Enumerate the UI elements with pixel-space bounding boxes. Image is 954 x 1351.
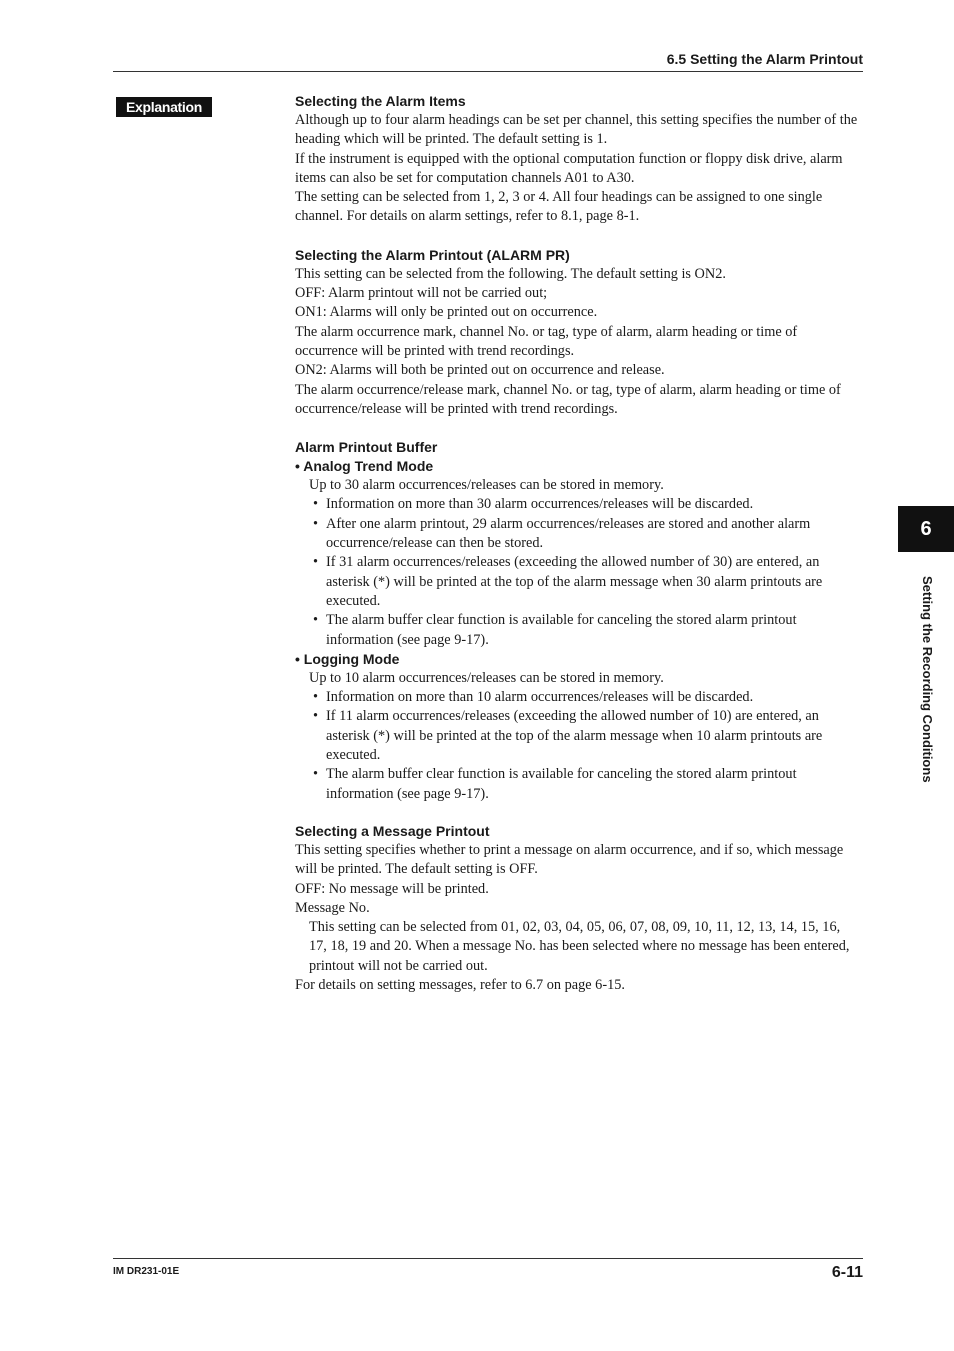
bullet-item [295,707,865,765]
paragraph-line: ON2: Alarms will both be printed out on occurrence and release. [295,362,665,379]
paragraph-line: Although up to four alarm headings can be set per channel, this setting specifies the number of the [295,112,858,128]
bullet-item [295,611,865,650]
section-title-alarm-items: Selecting the Alarm Items [295,93,466,109]
bullet-item [295,553,865,611]
bullet-line: information (see page 9-17). [326,785,489,802]
bullet-line: information (see page 9-17). [326,631,489,648]
bullet-dot: • [313,515,319,532]
paragraph-line: occurrence will be printed with trend recordings. [295,342,575,359]
bullet-line: Information on more than 10 alarm occurrences/releases will be discarded. [326,689,754,706]
footer-document-id: IM DR231-01E [113,1266,180,1277]
footer-divider [113,1258,863,1259]
page-header-title: 6.5 Setting the Alarm Printout [666,51,863,67]
paragraph-line: items can also be set for computation channels A01 to A30. [295,169,635,186]
paragraph-line: printout will not be carried out. [309,957,488,974]
bullet-dot: • [313,554,319,571]
paragraph-line: This setting specifies whether to print a message on alarm occurrence, and if so, which message [295,841,844,858]
bullet-line: If 31 alarm occurrences/releases (exceeding the allowed number of 30) are entered, an [326,554,820,571]
bullet-line: executed. [326,592,381,609]
paragraph-line: The setting can be selected from 1, 2, 3 or 4. All four headings can be assigned to one single [295,189,823,206]
chapter-number-tab: 6 [898,506,954,552]
subsection-title-analog: • Analog Trend Mode [295,458,434,475]
section-title-alarm-pr: Selecting the Alarm Printout (ALARM PR) [295,246,570,263]
paragraph-line: channel. For details on alarm settings, refer to 8.1, page 8-1. [295,208,640,225]
paragraph-line: This setting can be selected from the following. The default setting is ON2. [295,265,726,282]
bullet-item [295,688,865,707]
bullet-dot: • [313,496,319,513]
bullet-line: The alarm buffer clear function is available for canceling the stored alarm printout [326,612,797,629]
bullet-dot: • [313,766,319,783]
paragraph-line: 17, 18, 19 and 20. When a message No. has been selected where no message has been entered, [309,938,850,955]
paragraph-line: If the instrument is equipped with the optional computation function or floppy disk drive, alarm [295,150,843,167]
subsection-title-logging: • Logging Mode [295,650,400,667]
bullet-line: executed. [326,747,381,764]
header-divider [113,71,863,72]
bullet-line: asterisk (*) will be printed at the top of the alarm message when 10 alarm printouts are [326,727,823,744]
bullet-line: asterisk (*) will be printed at the top of the alarm message when 30 alarm printouts are [326,573,823,590]
paragraph-line: The alarm occurrence/release mark, channel No. or tag, type of alarm, alarm heading or time of [295,381,841,398]
paragraph-line: OFF: Alarm printout will not be carried out; [295,285,548,302]
bullet-line: Information on more than 30 alarm occurrences/releases will be discarded. [326,496,754,513]
bullet-item [295,765,865,804]
bullet-item [295,515,865,554]
paragraph-line: For details on setting messages, refer to 6.7 on page 6-15. [295,976,625,993]
bullet-line: If 11 alarm occurrences/releases (exceeding the allowed number of 10) are entered, an [326,708,819,725]
paragraph-line: ON1: Alarms will only be printed out on occurrence. [295,304,598,321]
bullet-line: occurrence/release can then be stored. [326,535,544,552]
footer-page-number: 6-11 [831,1264,863,1281]
paragraph-line: The alarm occurrence mark, channel No. or tag, type of alarm, alarm heading or time of [295,323,798,340]
section-title-message: Selecting a Message Printout [295,822,490,839]
bullet-dot: • [313,708,319,725]
bullet-line: The alarm buffer clear function is available for canceling the stored alarm printout [326,766,797,783]
paragraph-line: This setting can be selected from 01, 02, 03, 04, 05, 06, 07, 08, 09, 10, 11, 12, 13, 14, 15, 16, [309,919,841,936]
paragraph-line: heading which will be printed. The default setting is 1. [295,131,608,148]
paragraph-line: Message No. [295,899,370,916]
bullet-dot: • [313,612,319,629]
section-title-buffer: Alarm Printout Buffer [295,439,438,456]
bullet-line: After one alarm printout, 29 alarm occurrences/releases are stored and another alarm [326,515,811,532]
bullet-dot: • [313,689,319,706]
explanation-badge: Explanation [116,97,212,117]
paragraph-line: OFF: No message will be printed. [295,880,489,897]
chapter-side-title: Setting the Recording Conditions [920,576,935,783]
paragraph-line: Up to 30 alarm occurrences/releases can be stored in memory. [309,477,664,494]
paragraph-line: occurrence/release will be printed with trend recordings. [295,400,618,417]
paragraph-line: will be printed. The default setting is OFF. [295,861,538,878]
main-content [295,92,865,995]
bullet-item [295,495,865,514]
paragraph-line: Up to 10 alarm occurrences/releases can be stored in memory. [309,669,664,686]
